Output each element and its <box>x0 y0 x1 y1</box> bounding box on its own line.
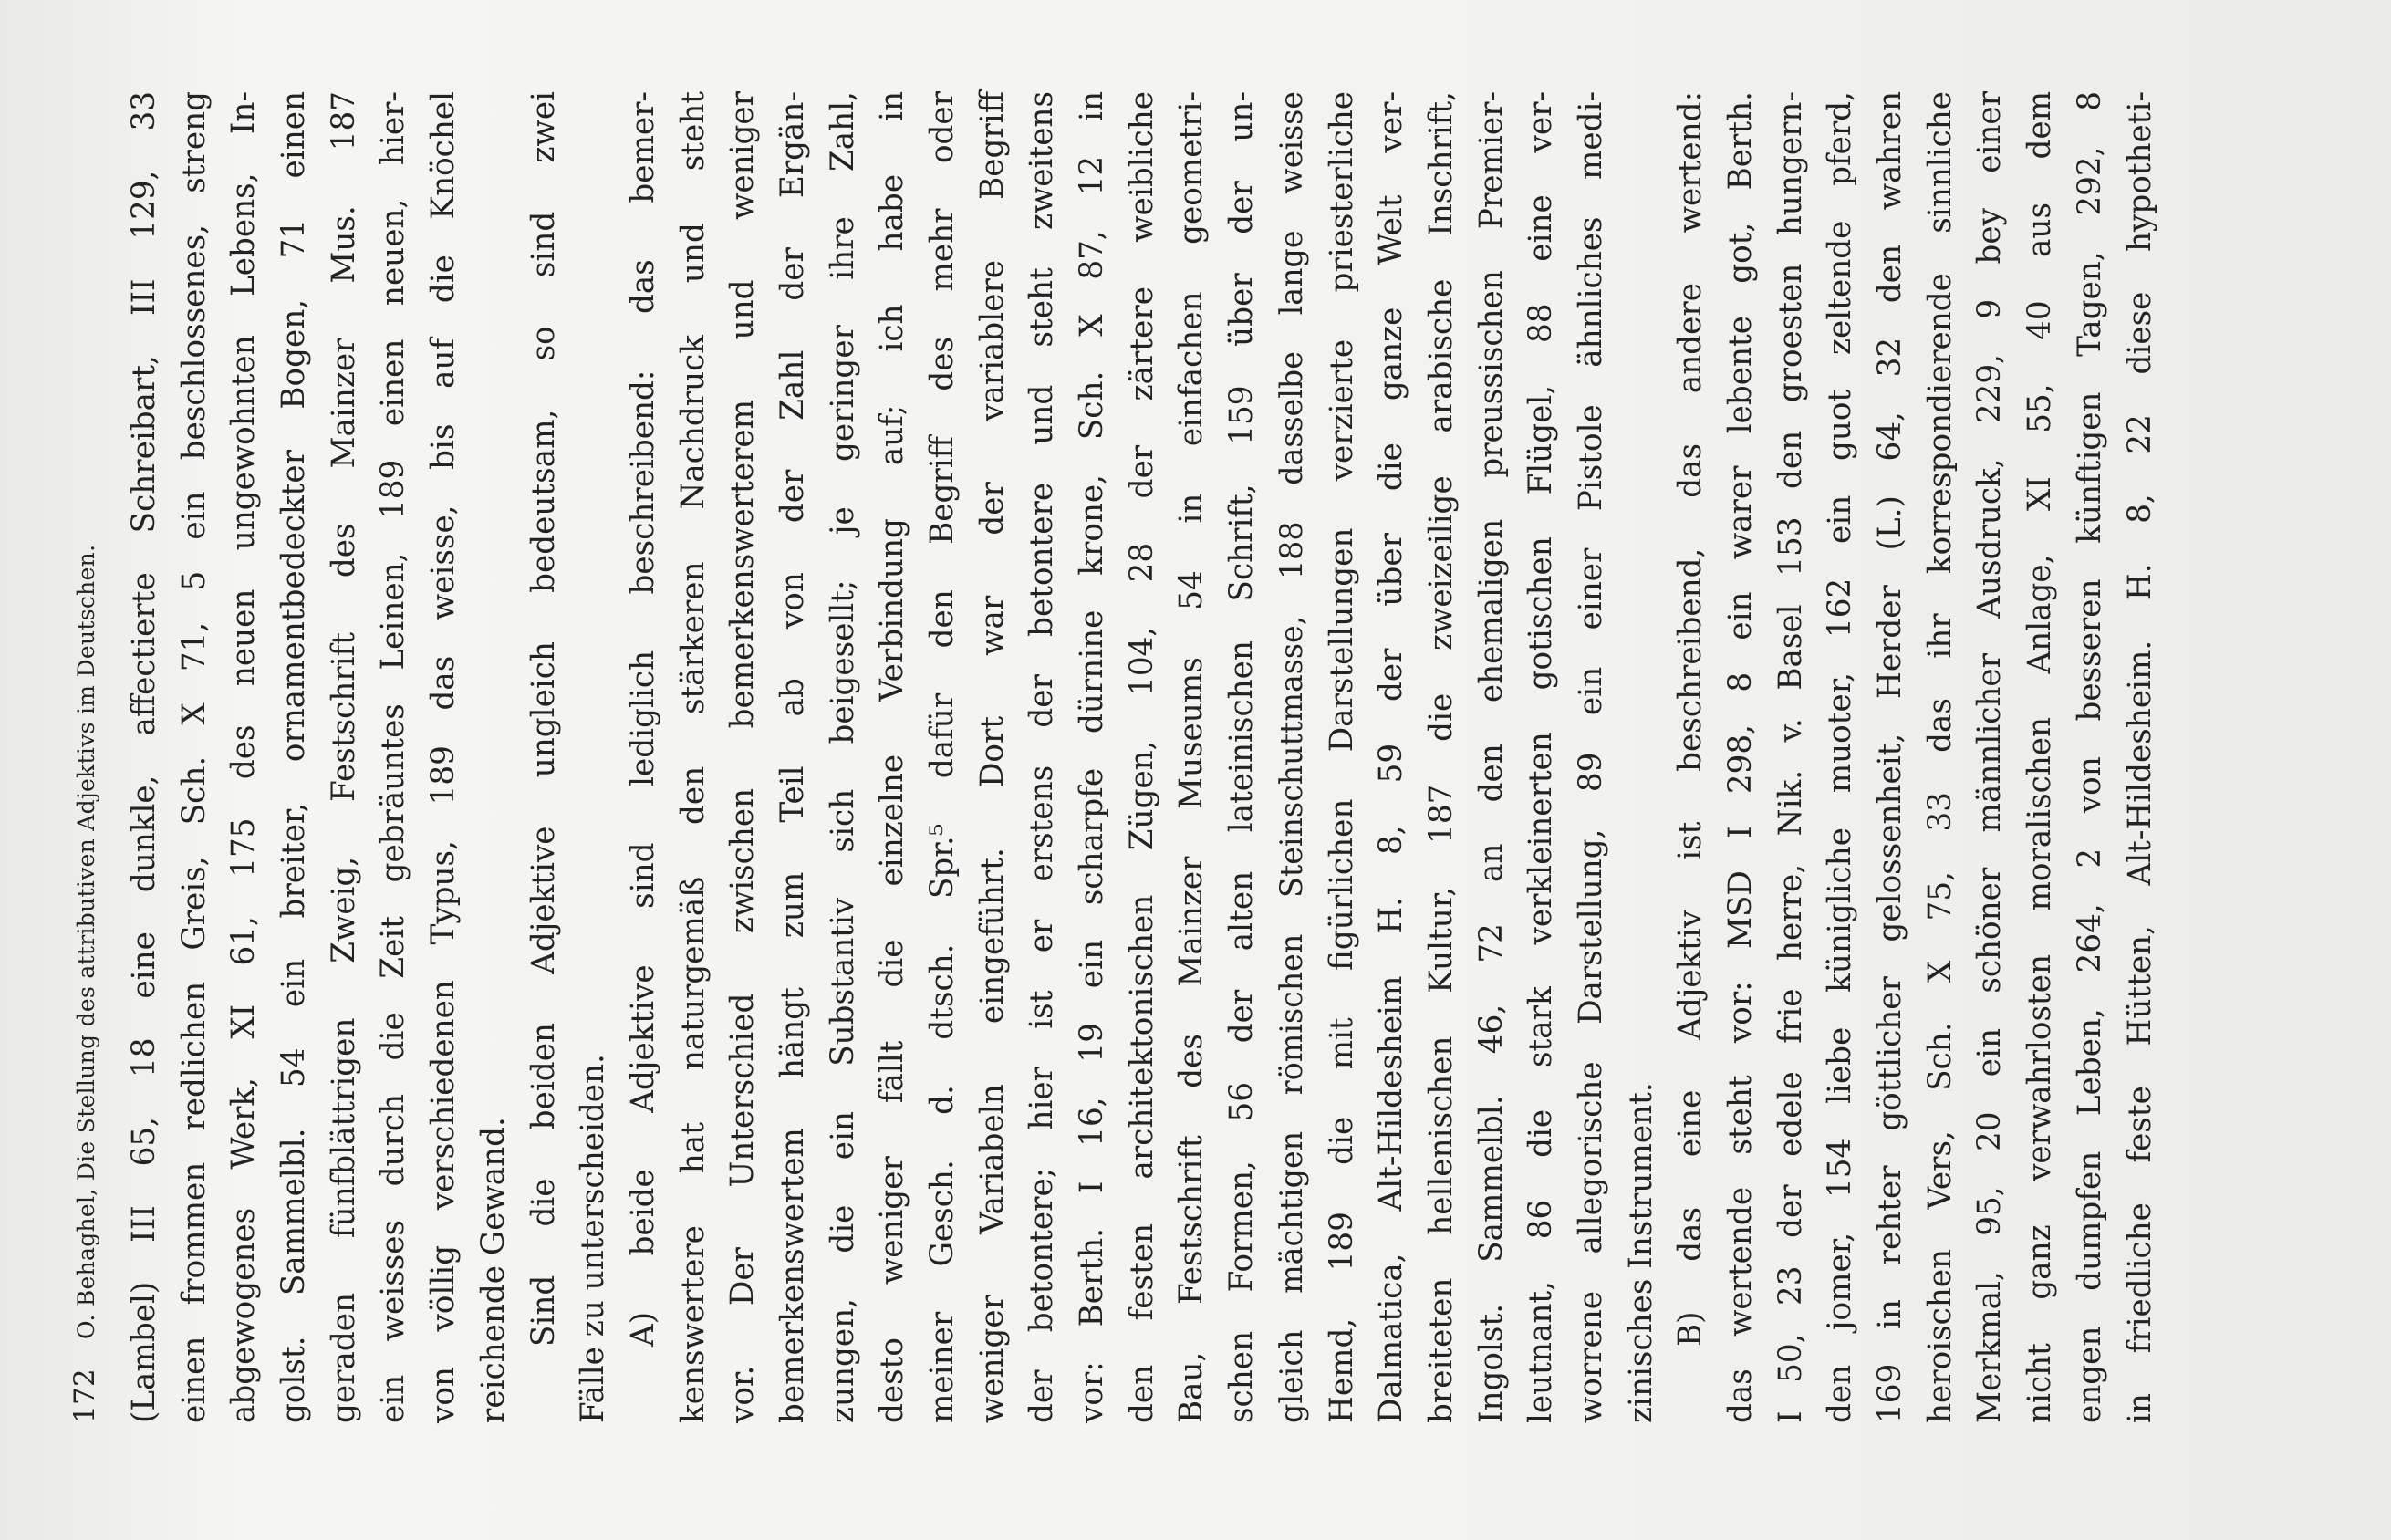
text-line: den festen architektonischen Zügen, 104, 28 der zärtere weibliche <box>1123 91 1160 1423</box>
text-line: zinisches Instrument. <box>1622 1082 1659 1423</box>
text-line: geraden fünfblättrigen Zweig, Festschrift des Mainzer Mus. 187 <box>325 91 362 1423</box>
text-line: A) beide Adjektive sind lediglich beschreibend: das bemer- <box>624 91 661 1347</box>
text-line: heroischen Vers, Sch. X 75, 33 das ihr korrespondierende sinnliche <box>1921 91 1959 1423</box>
text-line: 169 in rehter göttlicher gelossenheit, Herder (L.) 64, 32 den wahren <box>1872 91 1909 1423</box>
text-line: worrene allegorische Darstellung, 89 ein einer Pistole ähnliches medi- <box>1572 91 1609 1423</box>
text-line: nicht ganz verwahrlosten moralischen Anlage, XI 55, 40 aus dem <box>2022 91 2059 1423</box>
text-line: Bau, Festschrift des Mainzer Museums 54 in einfachen geometri- <box>1173 91 1211 1423</box>
text-line: meiner Gesch. d. dtsch. Spr.⁵ dafür den Begriff des mehr oder <box>924 91 961 1423</box>
text-line: I 50, 23 der edele frie herre, Nik. v. Basel 153 den groesten hungern- <box>1772 91 1809 1423</box>
text-line: ein weisses durch die Zeit gebräuntes Leinen, 189 einen neuen, hier- <box>375 91 412 1423</box>
text-line: Hemd, 189 die mit figürlichen Darstellungen verzierte priesterliche <box>1323 91 1360 1423</box>
text-line: der betontere; hier ist er erstens der betontere und steht zweitens <box>1024 91 1061 1423</box>
text-line: das wertende steht vor: MSD I 298, 8 ein warer lebente got, Berth. <box>1722 91 1759 1423</box>
text-line: reichende Gewand. <box>474 1117 512 1423</box>
text-line: kenswertere hat naturgemäß den stärkeren Nachdruck und steht <box>674 91 712 1423</box>
text-line: Ingolst. Sammelbl. 46, 72 an den ehemaligen preussischen Premier- <box>1472 91 1510 1423</box>
text-line: von völlig verschiedenen Typus, 189 das weisse, bis auf die Knöchel <box>425 91 463 1423</box>
text-line: vor. Der Unterschied zwischen bemerkenswerterem und weniger <box>724 91 762 1423</box>
text-line: Sind die beiden Adjektive ungleich bedeutsam, so sind zwei <box>525 91 562 1347</box>
text-line: leutnant, 86 die stark verkleinerten gotischen Flügel, 88 eine ver- <box>1523 91 1560 1423</box>
text-line: golst. Sammelbl. 54 ein breiter, ornamentbedeckter Bogen, 71 einen <box>275 91 313 1423</box>
text-line: einen frommen redlichen Greis, Sch. X 71, 5 ein beschlossenes, streng <box>175 91 213 1423</box>
text-line: Fälle zu unterscheiden. <box>575 1054 612 1423</box>
page-number: 172 <box>68 1368 101 1423</box>
text-line: in friedliche feste Hütten, Alt-Hildesheim. H. 8, 22 diese hypotheti- <box>2121 91 2158 1423</box>
text-line: Merkmal, 95, 20 ein schöner männlicher Ausdruck, 229, 9 bey einer <box>1971 91 2009 1423</box>
text-line: den jomer, 154 liebe künigliche muoter, 162 ein guot zeltende pferd, <box>1822 91 1859 1423</box>
text-line: vor: Berth. I 16, 19 ein scharpfe dürnine krone, Sch. X 87, 12 in <box>1074 91 1111 1423</box>
running-title: O. Behaghel, Die Stellung des attributiven Adjektivs im Deutschen. <box>73 544 99 1339</box>
text-line: gleich mächtigen römischen Steinschuttmasse, 188 dasselbe lange weisse <box>1273 91 1309 1423</box>
text-line: bemerkenswertem hängt zum Teil ab von der Zahl der Ergän- <box>774 91 811 1423</box>
text-line: (Lambel) III 65, 18 eine dunkle, affectierte Schreibart, III 129, 33 <box>126 91 162 1423</box>
page-header <box>68 91 120 1423</box>
text-line: weniger Variabeln eingeführt. Dort war der variablere Begriff <box>973 91 1011 1423</box>
text-line: breiteten hellenischen Kultur, 187 die zweizeilige arabische Inschrift, <box>1422 91 1460 1423</box>
text-line: engen dumpfen Leben, 264, 2 von besseren künftigen Tagen, 292, 8 <box>2071 91 2108 1423</box>
text-line: zungen, die ein Substantiv sich beigesellt; je geringer ihre Zahl, <box>824 91 861 1423</box>
text-line: B) das eine Adjektiv ist beschreibend, das andere wertend: <box>1672 91 1710 1347</box>
text-line: desto weniger fällt die einzelne Verbindung auf; ich habe in <box>874 91 911 1423</box>
text-line: schen Formen, 56 der alten lateinischen Schrift, 159 über der un- <box>1223 91 1261 1423</box>
text-line: abgewogenes Werk, XI 61, 175 des neuen ungewohnten Lebens, In- <box>225 91 263 1423</box>
rotated-page-content <box>68 91 2158 1423</box>
text-line: Dalmatica, Alt-Hildesheim H. 8, 59 der über die ganze Welt ver- <box>1373 91 1410 1423</box>
body-text <box>120 91 2165 1423</box>
